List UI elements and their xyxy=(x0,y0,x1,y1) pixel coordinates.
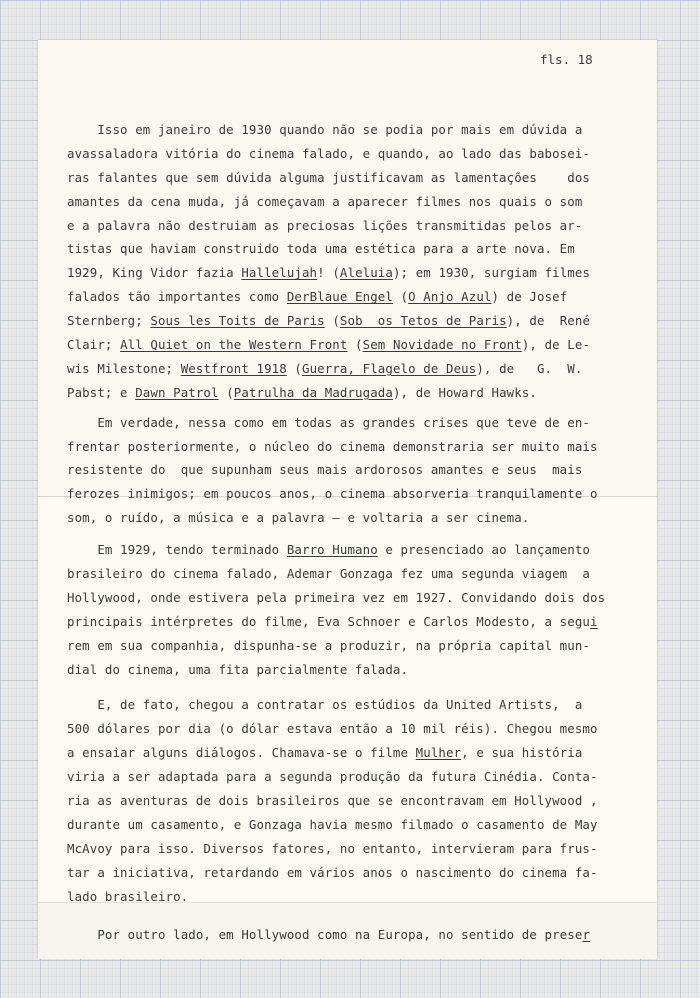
text-segment: brasileiro do cinema falado, Ademar Gonzaga fez uma segunda viagem a xyxy=(67,566,591,582)
text-segment: 500 dólares por dia (o dólar estava então a 10 mil réis). Chegou mesmo xyxy=(67,721,598,737)
underlined-title: DerBlaue Engel xyxy=(286,289,393,305)
text-segment: ), de René xyxy=(506,313,591,329)
text-line xyxy=(67,357,647,381)
text-segment: , e sua história xyxy=(461,745,583,761)
text-segment: ); em 1930, surgiam filmes xyxy=(392,265,591,281)
text-segment: ), de G. W. xyxy=(476,360,583,376)
text-line xyxy=(67,142,647,166)
text-line xyxy=(67,261,647,285)
text-line xyxy=(67,837,647,861)
text-line xyxy=(67,435,647,459)
underlined-title: Westfront 1918 xyxy=(180,360,287,376)
text-segment: Hollywood, onde estivera pela primeira vez em 1927. Convidando dois dos xyxy=(67,589,606,605)
text-segment: ), de Howard Hawks. xyxy=(392,384,537,400)
text-segment: Por outro lado, em Hollywood como na Europa, no sentido de prese xyxy=(67,926,583,942)
text-segment: ) de Josef xyxy=(491,289,568,305)
text-segment: ), de Le- xyxy=(521,337,591,353)
underlined-title: Patrulha da Madrugada xyxy=(233,384,393,400)
text-segment: Em verdade, nessa como em todas as grandes crises que teve de en- xyxy=(67,414,591,430)
paragraph-gap xyxy=(67,909,647,923)
document-body xyxy=(67,118,647,946)
text-line xyxy=(67,118,647,142)
paragraph xyxy=(67,411,647,530)
underlined-title: All Quiet on the Western Front xyxy=(120,337,348,353)
underlined-title: Hallelujah xyxy=(241,265,318,281)
text-segment: Clair; xyxy=(67,337,121,353)
text-segment: som, o ruído, a música e a palavra — e voltaria a ser cinema. xyxy=(67,510,530,526)
page-number: fls. 18 xyxy=(540,52,593,67)
text-line xyxy=(67,813,647,837)
text-segment: ria as aventuras de dois brasileiros que se encontravam em Hollywood , xyxy=(67,793,598,809)
text-segment: ras falantes que sem dúvida alguma justificavam as lamentações dos xyxy=(67,169,591,185)
underlined-title: Guerra, Flagelo de Deus xyxy=(302,360,477,376)
text-segment: wis Milestone; xyxy=(67,360,181,376)
text-segment: Sternberg; xyxy=(67,313,151,329)
text-line xyxy=(67,458,647,482)
text-segment: e a palavra não destruiam as preciosas lições transmitidas pelos ar- xyxy=(67,217,583,233)
text-segment: tistas que haviam construido toda uma estética para a arte nova. Em xyxy=(67,241,575,257)
paragraph-gap xyxy=(67,530,647,538)
text-line xyxy=(67,309,647,333)
text-line xyxy=(67,693,647,717)
text-line xyxy=(67,285,647,309)
text-line xyxy=(67,190,647,214)
text-segment: falados tão importantes como xyxy=(67,289,287,305)
underlined-title: Mulher xyxy=(415,745,462,761)
text-line xyxy=(67,658,647,682)
text-segment: amantes da cena muda, já começavam a aparecer filmes nos quais o som xyxy=(67,193,583,209)
text-segment: Isso em janeiro de 1930 quando não se podia por mais em dúvida a xyxy=(67,122,583,137)
text-line xyxy=(67,214,647,238)
text-segment: ( xyxy=(286,360,302,376)
text-line xyxy=(67,765,647,789)
text-line xyxy=(67,166,647,190)
text-line xyxy=(67,381,647,405)
paragraph xyxy=(67,693,647,908)
text-line xyxy=(67,861,647,885)
text-line xyxy=(67,237,647,261)
text-segment: Em 1929, tendo terminado xyxy=(67,542,287,558)
text-line xyxy=(67,506,647,530)
text-segment: durante um casamento, e Gonzaga havia mesmo filmado o casamento de May xyxy=(67,816,598,832)
underlined-title: Sous les Toits de Paris xyxy=(150,313,325,329)
text-line xyxy=(67,586,647,610)
text-line xyxy=(67,634,647,658)
text-line xyxy=(67,610,647,634)
text-segment: resistente do que supunham seus mais ardorosos amantes e seus mais xyxy=(67,462,583,478)
text-segment: rem em sua companhia, dispunha-se a produzir, na própria capital mun- xyxy=(67,637,591,653)
text-segment: viria a ser adaptada para a segunda produção da futura Cinédia. Conta- xyxy=(67,769,598,785)
underlined-title: Sem Novidade no Front xyxy=(362,337,522,353)
text-segment: Pabst; e xyxy=(67,384,136,400)
underlined-title: O Anjo Azul xyxy=(408,289,492,305)
text-segment: ( xyxy=(347,337,363,353)
text-segment: 1929, King Vidor fazia xyxy=(67,265,242,281)
text-line xyxy=(67,885,647,909)
underlined-title: r xyxy=(582,926,591,942)
text-line xyxy=(67,482,647,506)
underlined-title: Barro Humano xyxy=(286,542,378,558)
text-segment: dial do cinema, uma fita parcialmente falada. xyxy=(67,661,409,677)
text-segment: frentar posteriormente, o núcleo do cinema demonstraria ser muito mais xyxy=(67,438,598,454)
text-segment: e presenciado ao lançamento xyxy=(377,542,591,558)
text-line xyxy=(67,741,647,765)
text-line xyxy=(67,789,647,813)
underlined-title: Aleluia xyxy=(339,265,393,281)
text-segment: avassaladora vitória do cinema falado, e quando, ao lado das babosei- xyxy=(67,145,591,161)
text-line xyxy=(67,411,647,435)
text-segment: lado brasileiro. xyxy=(67,888,189,904)
underlined-title: Dawn Patrol xyxy=(135,384,219,400)
text-line xyxy=(67,717,647,741)
text-line xyxy=(67,923,647,947)
text-segment: ( xyxy=(218,384,234,400)
text-line xyxy=(67,562,647,586)
text-segment: E, de fato, chegou a contratar os estúdios da United Artists, a xyxy=(67,697,583,713)
text-segment: principais intérpretes do filme, Eva Schnoer e Carlos Modesto, a segu xyxy=(67,613,591,629)
text-segment: ferozes inimigos; em poucos anos, o cinema absorveria tranquilamente o xyxy=(67,486,598,502)
paragraph-gap xyxy=(67,681,647,693)
text-segment: ! ( xyxy=(317,265,340,281)
text-line xyxy=(67,333,647,357)
paragraph xyxy=(67,923,647,947)
text-segment: ( xyxy=(392,289,409,305)
text-segment: a ensaiar alguns diálogos. Chamava-se o filme xyxy=(67,745,416,761)
underlined-title: i xyxy=(590,613,598,629)
text-line xyxy=(67,538,647,562)
paragraph xyxy=(67,118,647,405)
text-segment: ( xyxy=(324,313,340,329)
text-segment: McAvoy para isso. Diversos fatores, no entanto, intervieram para frus- xyxy=(67,840,598,856)
paragraph xyxy=(67,538,647,681)
text-segment: tar a iniciativa, retardando em vários anos o nascimento do cinema fa- xyxy=(67,864,598,880)
underlined-title: Sob os Tetos de Paris xyxy=(339,313,507,329)
